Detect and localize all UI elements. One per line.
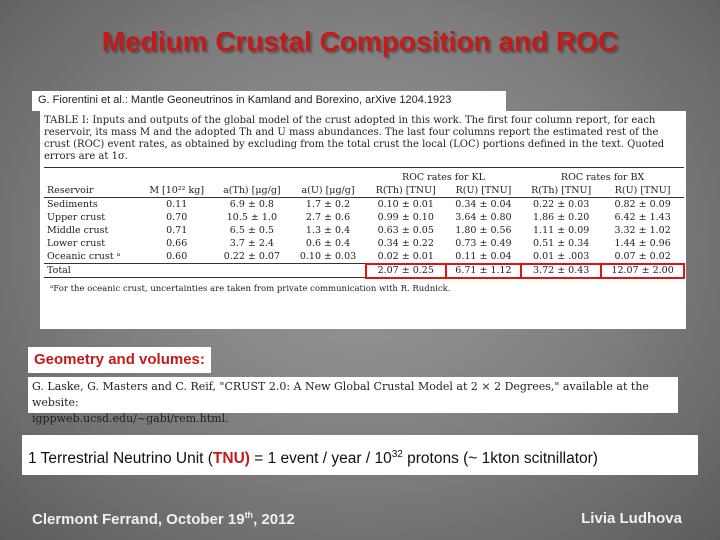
table-cell: 6.5 ± 0.5	[229, 225, 274, 236]
table-total-row	[44, 264, 684, 278]
citation: G. Fiorentini et al.: Mantle Geoneutrinos in Kamland and Borexino, arXive 1204.1923	[32, 91, 506, 111]
table-row	[44, 237, 684, 250]
table-row	[44, 250, 684, 264]
table-cell: 1.7 ± 0.2	[305, 199, 351, 210]
table-cell: 0.6 ± 0.4	[305, 238, 351, 249]
table-row	[44, 211, 684, 224]
header-cell: R(U) [TNU]	[446, 184, 521, 198]
table-caption-text: Inputs and outputs of the global model of the crust adopted in this work. The first four column report, for each reservoir, its mass M and the adopted Th and U mass abundances. The last four columns report the estimated rest of the crust (ROC) event rates, as obtained by excluding from the total crust the local (LOC) portions defined in the text. Quoted errors are at 1σ.	[44, 115, 665, 162]
header-cell: Reservoir	[44, 184, 140, 198]
table-cell: 0.99 ± 0.10	[377, 212, 434, 223]
table-cell: 0.11	[166, 199, 188, 210]
header-cell: a(U) [μg/g]	[290, 184, 365, 198]
table-cell: Upper crust	[47, 212, 106, 223]
table-cell: 0.34 ± 0.22	[377, 238, 434, 249]
table-cell: 2.7 ± 0.6	[305, 212, 351, 223]
table-cell: 6.42 ± 1.43	[614, 212, 671, 223]
group-bx: ROC rates for BX	[560, 172, 645, 183]
table-cell: 0.01 ± .003	[533, 251, 590, 262]
table-cell: 0.82 ± 0.09	[614, 199, 671, 210]
geometry-reference	[28, 377, 678, 425]
table-footnote: ᵃFor the oceanic crust, uncertainties are taken from private communication with R. Rudnick.	[50, 284, 451, 294]
total-label: Total	[44, 264, 140, 278]
table-cell: 10.5 ± 1.0	[226, 212, 277, 223]
tnu-suffix: protons (~ 1kton scitnillator)	[402, 450, 598, 468]
table-cell: 0.70	[166, 212, 188, 223]
header-cell: R(Th) [TNU]	[366, 184, 446, 198]
table-cell: 0.73 ± 0.49	[455, 238, 512, 249]
table-cell: Oceanic crust ᵃ	[47, 251, 121, 262]
table-cell: 3.64 ± 0.80	[455, 212, 512, 223]
table-cell: 0.66	[166, 238, 188, 249]
table-cell: Lower crust	[47, 238, 106, 249]
table-cell: 1.80 ± 0.56	[455, 225, 512, 236]
slide-title: Medium Crustal Composition and ROC	[101, 26, 619, 57]
table-cell: 0.22 ± 0.07	[223, 251, 281, 262]
header-cell: M [10²² kg]	[140, 184, 214, 198]
footer-venue-date	[32, 510, 295, 528]
total-kl-u-highlight: 6.71 ± 1.12	[446, 264, 521, 278]
table-cell: 0.71	[166, 225, 188, 236]
table-cell: 0.02 ± 0.01	[377, 251, 434, 262]
table-cell: 3.32 ± 1.02	[614, 225, 671, 236]
table-row	[44, 224, 684, 237]
table-caption-head: TABLE I:	[44, 115, 90, 126]
table-cell	[290, 264, 365, 278]
total-bx-th-highlight: 3.72 ± 0.43	[521, 264, 601, 278]
table-cell: 0.60	[166, 251, 188, 262]
table-cell: Middle crust	[47, 225, 109, 236]
table-caption	[44, 115, 682, 163]
table-cell: 0.34 ± 0.04	[455, 199, 512, 210]
table-cell: 1.86 ± 0.20	[533, 212, 590, 223]
total-bx-u-highlight: 12.07 ± 2.00	[601, 264, 684, 278]
total-kl-th-highlight: 2.07 ± 0.25	[366, 264, 446, 278]
table-cell	[140, 264, 214, 278]
table-cell: 3.7 ± 2.4	[229, 238, 274, 249]
table-cell: 0.07 ± 0.02	[614, 251, 671, 262]
paper-table-excerpt	[40, 111, 686, 329]
table-cell: 6.9 ± 0.8	[229, 199, 274, 210]
table-cell: 1.3 ± 0.4	[305, 225, 351, 236]
table-cell: Sediments	[47, 199, 98, 210]
header-cell: R(U) [TNU]	[601, 184, 684, 198]
footer-left-sup: th	[244, 510, 254, 520]
table-cell: 0.10 ± 0.01	[377, 199, 434, 210]
geometry-ref-line2: igppweb.ucsd.edu/~gabi/rem.html.	[32, 412, 229, 425]
table-cell: 0.10 ± 0.03	[299, 251, 357, 262]
footer-left-prefix: Clermont Ferrand, October 19	[32, 511, 245, 528]
tnu-exponent: 32	[391, 449, 403, 460]
table-cell: 1.11 ± 0.09	[533, 225, 590, 236]
tnu-definition	[22, 435, 698, 475]
tnu-prefix: 1 Terrestrial Neutrino Unit (	[28, 450, 213, 468]
table-row	[44, 198, 684, 212]
geometry-ref-line1: G. Laske, G. Masters and C. Reif, "CRUST 2.0: A New Global Crustal Model at 2 × 2 Degrees," available at the website:	[32, 380, 649, 409]
tnu-mid: = 1 event / year / 10	[249, 450, 392, 468]
table-cell	[213, 264, 290, 278]
table-cell: 0.22 ± 0.03	[533, 199, 590, 210]
table-group-row	[44, 168, 684, 185]
group-kl: ROC rates for KL	[401, 172, 485, 183]
table-cell: 1.44 ± 0.96	[614, 238, 671, 249]
table-header-row	[44, 184, 684, 198]
tnu-abbr: TNU)	[212, 450, 250, 468]
footer-left-suffix: , 2012	[253, 511, 295, 528]
header-cell: a(Th) [μg/g]	[213, 184, 290, 198]
table-cell: 0.11 ± 0.04	[455, 251, 512, 262]
header-cell: R(Th) [TNU]	[521, 184, 601, 198]
table-cell: 0.63 ± 0.05	[377, 225, 434, 236]
geometry-label: Geometry and volumes:	[28, 347, 211, 373]
footer-author: Livia Ludhova	[581, 510, 682, 527]
roc-table	[44, 167, 684, 278]
table-cell: 0.51 ± 0.34	[533, 238, 590, 249]
